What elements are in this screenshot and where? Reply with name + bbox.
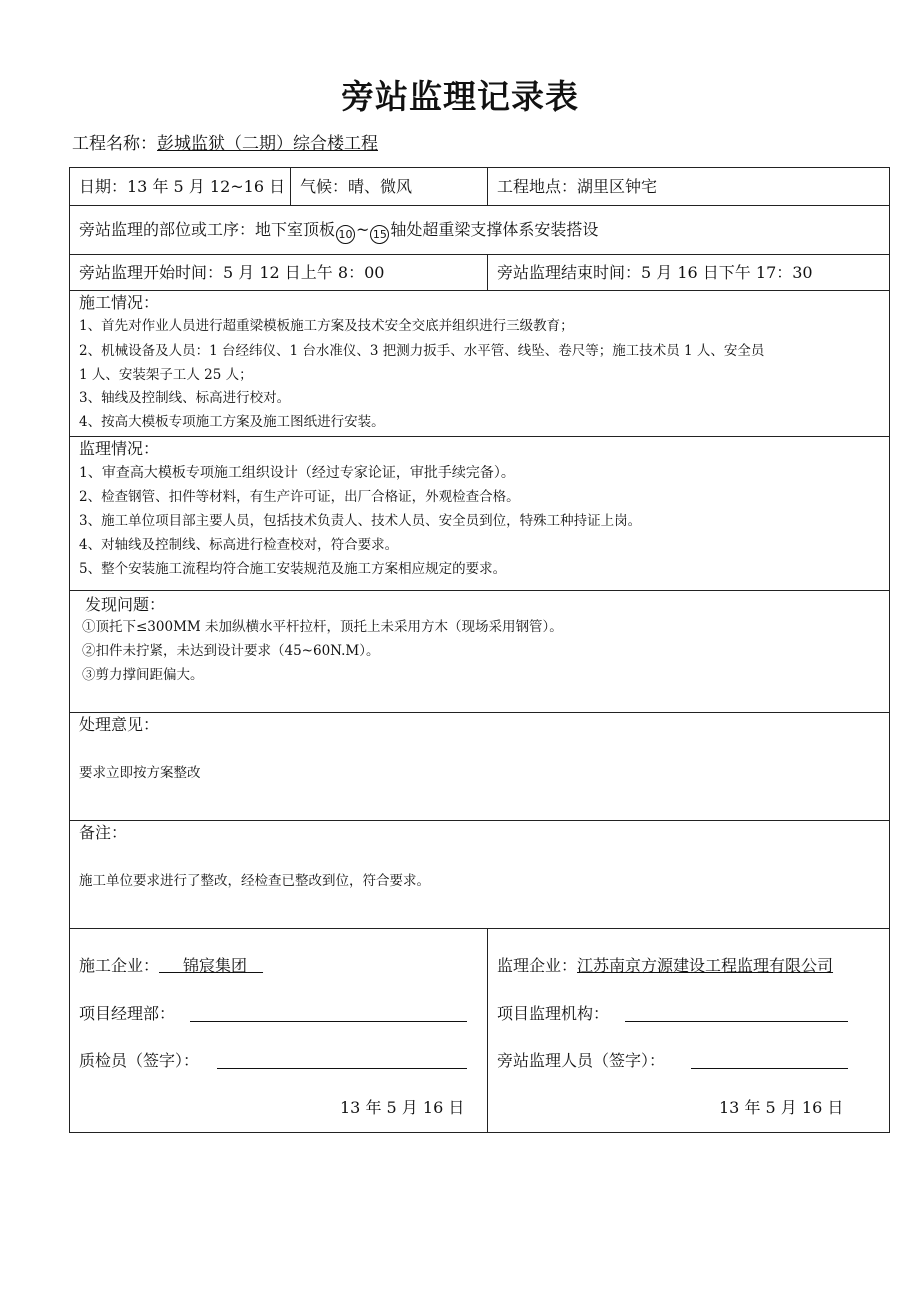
supervision-line: 2、检查钢管、扣件等材料，有生产许可证，出厂合格证，外观检查合格。 (79, 489, 520, 505)
row-divider (70, 820, 889, 821)
remarks-text: 施工单位要求进行了整改，经检查已整改到位，符合要求。 (79, 873, 430, 889)
project-name (72, 131, 378, 157)
axis-end-marker: 15 (370, 225, 389, 244)
supervision-agency-label: 项目监理机构： (497, 1004, 610, 1023)
axis-range-tilde: ~ (356, 220, 370, 239)
handling-text: 要求立即按方案整改 (79, 765, 201, 781)
quality-inspector-signature-line[interactable] (217, 1068, 467, 1069)
supervision-line: 5、整个安装施工流程均符合施工安装规范及施工方案相应规定的要求。 (79, 561, 507, 577)
problem-line: ③剪力撑间距偏大。 (82, 667, 204, 683)
problem-line: ①顶托下≤300MM 未加纵横水平杆拉杆，顶托上未采用方木（现场采用钢管）。 (82, 619, 563, 635)
remarks-heading: 备注： (79, 823, 128, 842)
supervision-staff-signature-line[interactable] (691, 1068, 848, 1069)
supervision-line: 1、审查高大模板专项施工组织设计（经过专家论证，审批手续完备）。 (79, 465, 515, 481)
row-divider (70, 712, 889, 713)
supervisor-company-label: 监理企业： (497, 956, 578, 975)
location-cell: 工程地点：湖里区钟宅 (497, 177, 658, 196)
supervised-part-suffix: 轴处超重梁支撑体系安装搭设 (390, 220, 599, 239)
construction-line: 3、轴线及控制线、标高进行校对。 (79, 390, 291, 406)
row-divider (70, 928, 889, 929)
row-divider (70, 254, 889, 255)
page-title: 旁站监理记录表 (341, 77, 579, 116)
quality-inspector-label: 质检员（签字）： (79, 1051, 200, 1070)
start-time: 旁站监理开始时间：5 月 12 日上午 8：00 (79, 263, 385, 282)
supervision-line: 3、施工单位项目部主要人员，包括技术负责人、技术人员、安全员到位，特殊工种持证上岗。 (79, 513, 642, 529)
supervision-heading: 监理情况： (79, 439, 160, 458)
supervised-part-prefix: 旁站监理的部位或工序：地下室顶板 (79, 220, 336, 239)
contractor-company-value: 锦宸集团 (183, 956, 248, 975)
supervision-line: 4、对轴线及控制线、标高进行检查校对，符合要求。 (79, 537, 399, 553)
supervision-staff-label: 旁站监理人员（签字）： (497, 1051, 666, 1070)
row-divider (70, 590, 889, 591)
supervisor-company (497, 955, 833, 977)
project-name-label: 工程名称： (72, 134, 157, 154)
supervision-agency-signature-line[interactable] (625, 1021, 848, 1022)
record-table (69, 167, 890, 1133)
row-divider (70, 290, 889, 291)
contractor-company-label: 施工企业： (79, 956, 160, 975)
problems-heading: 发现问题： (85, 595, 166, 614)
construction-line: 4、按高大模板专项施工方案及施工图纸进行安装。 (79, 414, 385, 430)
end-time: 旁站监理结束时间：5 月 16 日下午 17：30 (497, 263, 813, 282)
construction-heading: 施工情况： (79, 293, 160, 312)
col-divider (487, 168, 488, 205)
construction-line: 1、首先对作业人员进行超重梁模板施工方案及技术安全交底并组织进行三级教育； (79, 318, 574, 334)
problem-line: ②扣件未拧紧，未达到设计要求（45~60N.M）。 (82, 643, 380, 659)
supervisor-date: 13 年 5 月 16 日 (719, 1098, 844, 1117)
construction-line: 1 人、安装架子工人 25 人； (79, 367, 253, 383)
contractor-company (79, 955, 263, 977)
project-manager-label: 项目经理部： (79, 1004, 176, 1023)
project-name-value: 彭城监狱（二期）综合楼工程 (157, 134, 378, 154)
row-divider (70, 205, 889, 206)
handling-heading: 处理意见： (79, 715, 160, 734)
axis-start-marker: 10 (336, 225, 355, 244)
weather-cell: 气候：晴、微风 (300, 177, 413, 196)
supervisor-company-value: 江苏南京方源建设工程监理有限公司 (577, 956, 834, 975)
supervised-part (79, 219, 598, 244)
col-divider (487, 928, 488, 1133)
col-divider (290, 168, 291, 205)
row-divider (70, 436, 889, 437)
construction-line: 2、机械设备及人员：1 台经纬仪、1 台水准仪、3 把测力扳手、水平管、线坠、卷尺等；施工技术员 1 人、安全员 (79, 343, 765, 359)
project-manager-signature-line[interactable] (190, 1021, 467, 1022)
col-divider (487, 254, 488, 290)
contractor-date: 13 年 5 月 16 日 (340, 1098, 465, 1117)
date-cell: 日期：13 年 5 月 12~16 日 (79, 177, 286, 196)
